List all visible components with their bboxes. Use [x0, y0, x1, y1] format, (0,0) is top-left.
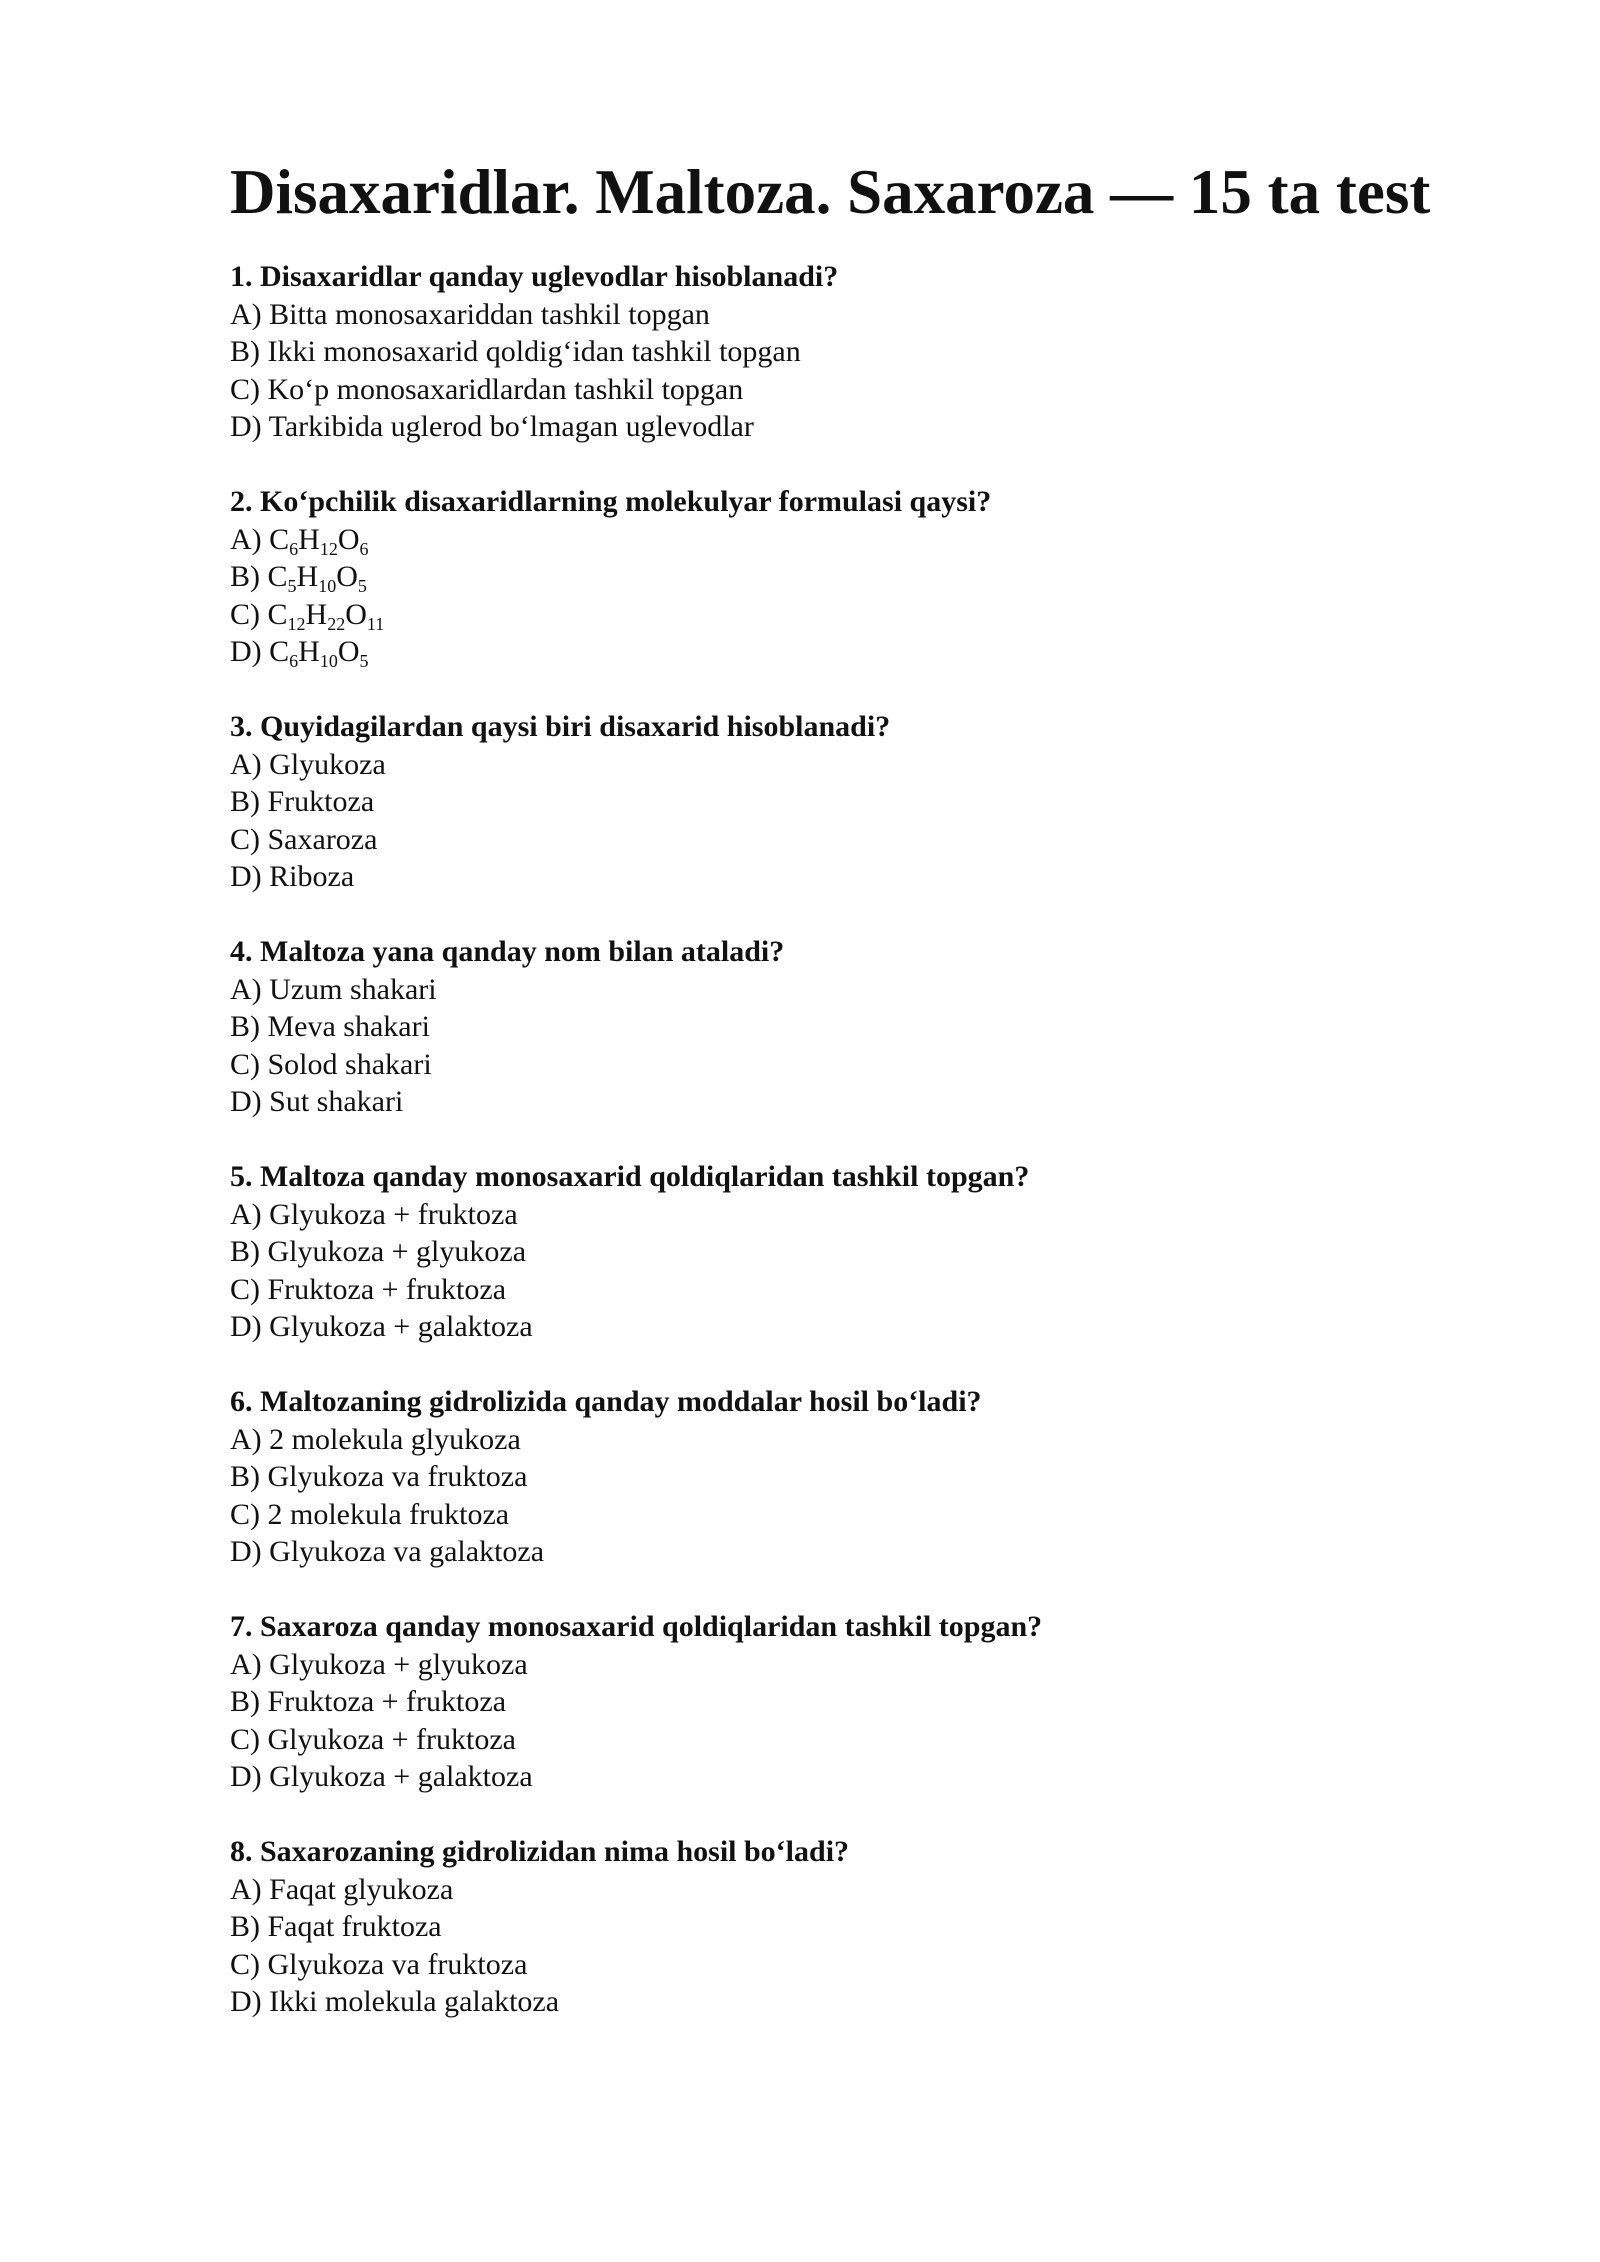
answer-option-c: C) Fruktoza + fruktoza	[230, 1272, 507, 1306]
answer-option-c: C) Solod shakari	[230, 1047, 432, 1081]
question-4	[230, 933, 1530, 1121]
answer-option-d: D) $C_6H_{10}O_5$	[230, 635, 369, 671]
answer-option-a: A) Glyukoza	[230, 747, 386, 781]
answer-option-b: B) Glyukoza va fruktoza	[230, 1460, 528, 1493]
answer-option-a: A) $C_6H_{12}O_6$	[230, 522, 369, 559]
question-text: 5. Maltoza qanday monosaxarid qoldiqlaridan tashkil topgan?	[230, 1160, 1030, 1193]
question-7	[230, 1608, 1530, 1796]
question-text: 7. Saxaroza qanday monosaxarid qoldiqlaridan tashkil topgan?	[230, 1610, 1043, 1643]
page-title: Disaxaridlar. Maltoza. Saxaroza — 15 ta test	[230, 157, 1431, 227]
answer-option-b: B) Faqat fruktoza	[230, 1910, 442, 1943]
question-5	[230, 1158, 1530, 1346]
question-text: 6. Maltozaning gidrolizida qanday moddalar hosil bo‘ladi?	[230, 1385, 982, 1418]
answer-option-c: C) Saxaroza	[230, 822, 378, 856]
question-6	[230, 1383, 1530, 1571]
question-text: 1. Disaxaridlar qanday uglevodlar hisoblanadi?	[230, 260, 839, 293]
answer-option-d: D) Glyukoza + galaktoza	[230, 1760, 533, 1793]
answer-option-d: D) Ikki molekula galaktoza	[230, 1985, 560, 2018]
answer-option-a: A) Glyukoza + glyukoza	[230, 1647, 528, 1681]
question-text: 4. Maltoza yana qanday nom bilan ataladi?	[230, 935, 785, 968]
question-2	[230, 483, 1530, 671]
answer-option-a: A) Bitta monosaxariddan tashkil topgan	[230, 297, 710, 331]
answer-option-d: D) Sut shakari	[230, 1085, 404, 1118]
answer-option-b: B) Fruktoza + fruktoza	[230, 1685, 507, 1718]
answer-option-b: B) Fruktoza	[230, 785, 375, 818]
answer-option-d: D) Riboza	[230, 860, 355, 893]
question-text: 3. Quyidagilardan qaysi biri disaxarid hisoblanadi?	[230, 710, 891, 743]
answer-option-a: A) Uzum shakari	[230, 972, 437, 1006]
answer-option-b: B) Ikki monosaxarid qoldig‘idan tashkil topgan	[230, 335, 801, 368]
answer-option-c: C) Glyukoza va fruktoza	[230, 1947, 528, 1981]
answer-option-d: D) Glyukoza va galaktoza	[230, 1535, 545, 1568]
answer-option-a: A) 2 molekula glyukoza	[230, 1422, 521, 1456]
question-text: 8. Saxarozaning gidrolizidan nima hosil bo‘ladi?	[230, 1835, 850, 1868]
answer-option-b: B) $C_5H_{10}O_5$	[230, 560, 367, 596]
question-1	[230, 258, 1530, 446]
question-list	[230, 258, 1530, 2021]
answer-option-c: C) 2 molekula fruktoza	[230, 1497, 510, 1531]
answer-option-b: B) Glyukoza + glyukoza	[230, 1235, 527, 1268]
question-8	[230, 1833, 1530, 2021]
question-3	[230, 708, 1530, 896]
question-text: 2. Ko‘pchilik disaxaridlarning molekulyar formulasi qaysi?	[230, 485, 992, 518]
document-page	[230, 150, 1530, 2058]
answer-option-d: D) Tarkibida uglerod bo‘lmagan uglevodlar	[230, 410, 754, 443]
answer-option-c: C) Glyukoza + fruktoza	[230, 1722, 516, 1756]
answer-option-c: C) $C_{12}H_{22}O_{11}$	[230, 597, 385, 634]
answer-option-a: A) Glyukoza + fruktoza	[230, 1197, 518, 1231]
answer-option-c: C) Ko‘p monosaxaridlardan tashkil topgan	[230, 372, 744, 406]
answer-option-a: A) Faqat glyukoza	[230, 1872, 454, 1906]
answer-option-d: D) Glyukoza + galaktoza	[230, 1310, 533, 1343]
answer-option-b: B) Meva shakari	[230, 1010, 430, 1043]
